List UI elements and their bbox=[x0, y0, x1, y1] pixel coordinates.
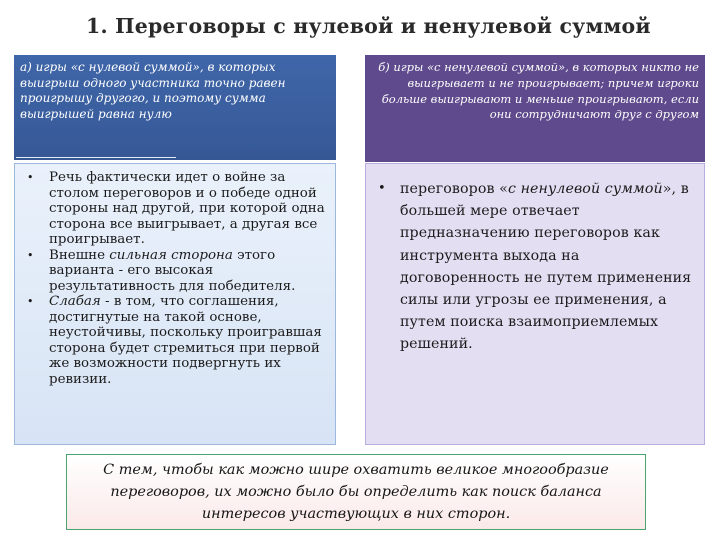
bullet-item bbox=[15, 294, 325, 387]
bullet-marker: • bbox=[27, 295, 34, 308]
bullet-text-pre: Внешне bbox=[49, 247, 110, 263]
conclusion-text: С тем, чтобы как можно шире охватить великое многообразие переговоров, их можно было бы определить как поиск баланса интересов участвующих в них сторон. bbox=[103, 462, 609, 522]
conclusion-box bbox=[66, 454, 646, 530]
zero-sum-panel bbox=[14, 163, 336, 445]
bullet-text: Речь фактически идет о войне за столом переговоров и о победе одной стороны над другой, при которой одна сторона все выигрывает, а другая все проигрывает. bbox=[49, 170, 325, 247]
bullet-text-post: », в большей мере отвечает предназначению переговоров как инструмента выхода на договоренность не путем применения силы или угрозы ее применения, а путем поиска взаимоприемлемых решений. bbox=[400, 181, 692, 353]
zero-sum-bullet-list bbox=[15, 170, 325, 387]
zero-sum-header-text: а) игры «с нулевой суммой», в которых выигрыш одного участника точно равен проигрышу другого, и поэтому сумма выигрышей равна нулю bbox=[20, 60, 286, 121]
non-zero-sum-header-text: б) игры «с ненулевой суммой», в которых никто не выигрывает и не проигрывает; причем игроки больше выигрывают и меньше проигрывают, если они сотрудничают друг с другом bbox=[378, 60, 699, 122]
bullet-emphasis: сильная сторона bbox=[109, 247, 233, 263]
non-zero-sum-bullet-list bbox=[366, 178, 696, 356]
non-zero-sum-header bbox=[365, 55, 705, 162]
bullet-emphasis: с ненулевой суммой bbox=[507, 181, 663, 197]
bullet-item bbox=[366, 178, 696, 356]
bullet-marker: • bbox=[378, 181, 386, 196]
bullet-item bbox=[15, 170, 325, 248]
bullet-text-pre: переговоров « bbox=[400, 181, 508, 197]
header-underline bbox=[16, 157, 176, 158]
bullet-marker: • bbox=[27, 248, 34, 262]
slide-title: 1. Переговоры с нулевой и ненулевой суммой bbox=[86, 14, 651, 38]
bullet-text-post: в том, что соглашения, достигнутые на такой основе, неустойчивы, поскольку проигравшая сторона будет стремиться при первой же возможности подвергнуть их ревизии. bbox=[49, 294, 322, 387]
bullet-emphasis: Слабая - bbox=[49, 294, 110, 309]
bullet-text-post: этого варианта - его высокая результативность для победителя. bbox=[49, 247, 296, 294]
non-zero-sum-panel bbox=[365, 163, 705, 445]
bullet-item bbox=[15, 248, 325, 295]
zero-sum-header bbox=[14, 55, 336, 160]
bullet-marker: • bbox=[27, 171, 34, 184]
